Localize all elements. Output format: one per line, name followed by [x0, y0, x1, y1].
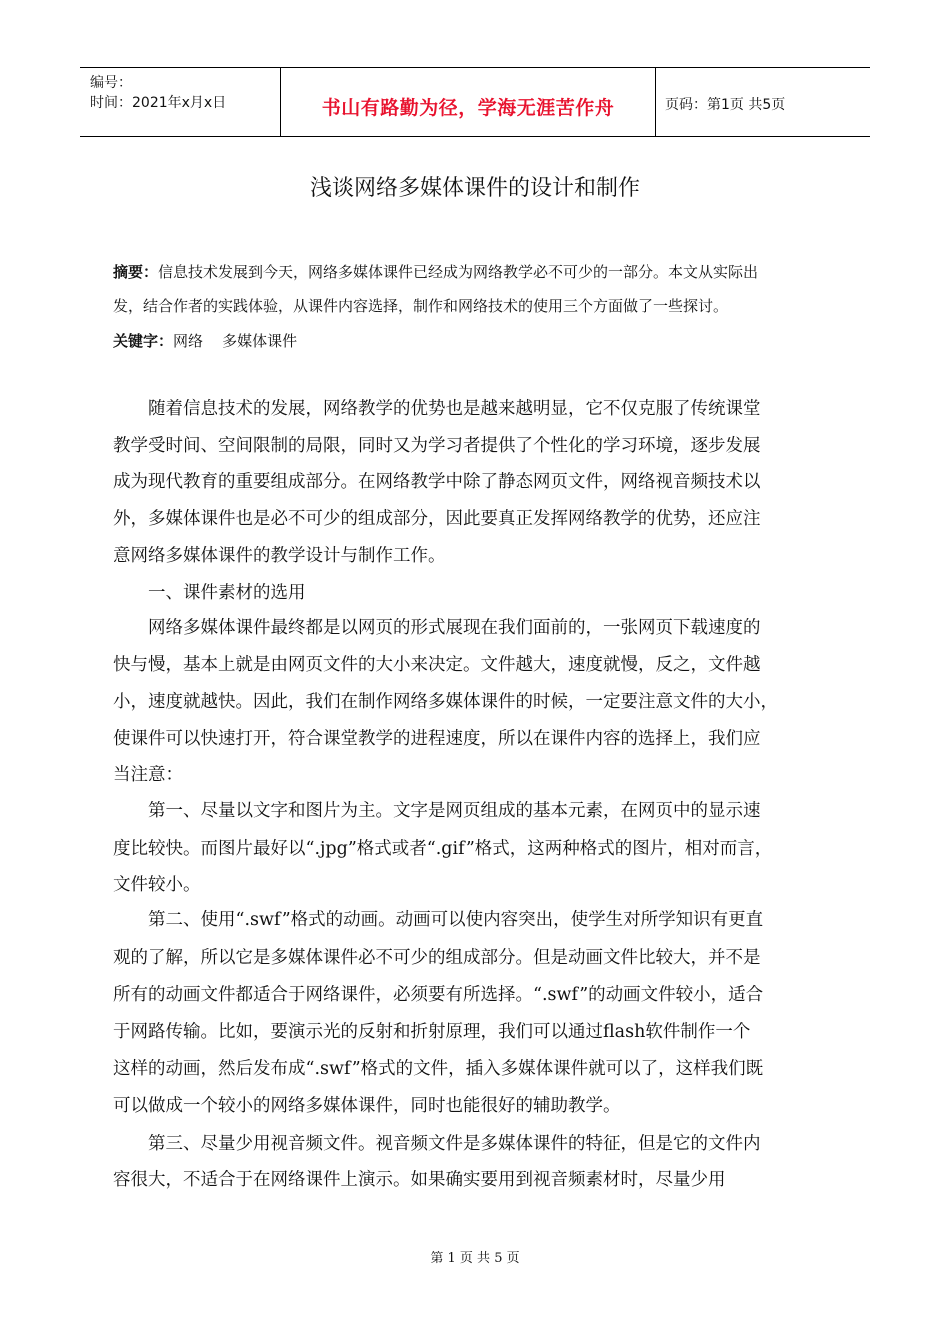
abstract-text-1: 信息技术发展到今天，网络多媒体课件已经成为网络教学必不可少的一部分。本文从实际出 — [158, 263, 759, 281]
header-table — [80, 67, 870, 137]
keywords-label: 关键字： — [113, 332, 174, 350]
keywords-line — [113, 331, 297, 351]
body-line: 快与慢，基本上就是由网页文件的大小来决定。文件越大，速度就慢，反之，文件越 — [113, 655, 761, 675]
abstract-line-2: 发，结合作者的实践体验，从课件内容选择，制作和网络技术的使用三个方面做了一些探讨。 — [113, 297, 729, 315]
body-line: 容很大，不适合于在网络课件上演示。如果确实要用到视音频素材时，尽量少用 — [113, 1170, 726, 1190]
body-line: 教学受时间、空间限制的局限，同时又为学习者提供了个性化的学习环境，逐步发展 — [113, 436, 761, 456]
page-title: 浅谈网络多媒体课件的设计和制作 — [309, 176, 640, 201]
body-line: 第三、尽量少用视音频文件。视音频文件是多媒体课件的特征，但是它的文件内 — [113, 1134, 761, 1154]
number-label: 编号： — [90, 75, 132, 91]
body-line: 当注意： — [113, 765, 183, 785]
body-line: 成为现代教育的重要组成部分。在网络教学中除了静态网页文件，网络视音频技术以 — [113, 472, 761, 492]
abstract-line-1 — [113, 262, 758, 282]
body-line: 可以做成一个较小的网络多媒体课件，同时也能很好的辅助教学。 — [113, 1096, 621, 1116]
header-meta-cell — [80, 68, 280, 136]
date-label: 时间：2021年x月x日 — [90, 95, 227, 111]
header-motto-cell — [280, 68, 656, 136]
body-line: 使课件可以快速打开，符合课堂教学的进程速度，所以在课件内容的选择上，我们应 — [113, 729, 761, 749]
body-line: 第一、尽量以文字和图片为主。文字是网页组成的基本元素，在网页中的显示速 — [113, 801, 761, 821]
body-line: 第二、使用“.swf”格式的动画。动画可以使内容突出，使学生对所学知识有更直 — [113, 910, 764, 930]
body-line: 度比较快。而图片最好以“.jpg”格式或者“.gif”格式，这两种格式的图片，相对而言， — [113, 839, 773, 859]
keywords-value: 网络 多媒体课件 — [173, 332, 298, 350]
page-footer: 第 1 页 共 5 页 — [430, 1251, 520, 1266]
body-line: 观的了解，所以它是多媒体课件必不可少的组成部分。但是动画文件比较大，并不是 — [113, 948, 761, 968]
body-line: 网络多媒体课件最终都是以网页的形式展现在我们面前的，一张网页下载速度的 — [113, 618, 761, 638]
body-line: 所有的动画文件都适合于网络课件，必须要有所选择。“.swf”的动画文件较小，适合 — [113, 985, 764, 1005]
body-line: 意网络多媒体课件的教学设计与制作工作。 — [113, 546, 446, 566]
body-line: 外，多媒体课件也是必不可少的组成部分，因此要真正发挥网络教学的优势，还应注 — [113, 509, 761, 529]
body-line: 一、课件素材的选用 — [113, 583, 306, 603]
motto: 书山有路勤为径，学海无涯苦作舟 — [321, 97, 615, 119]
abstract-label: 摘要： — [113, 263, 159, 281]
page-info: 页码：第1页 共5页 — [665, 97, 786, 113]
header-page-cell — [655, 68, 870, 136]
body-line: 于网路传输。比如，要演示光的反射和折射原理，我们可以通过flash软件制作一个 — [113, 1022, 751, 1042]
body-line: 小，速度就越快。因此，我们在制作网络多媒体课件的时候，一定要注意文件的大小， — [113, 692, 778, 712]
body-line: 文件较小。 — [113, 875, 201, 895]
body-line: 这样的动画，然后发布成“.swf”格式的文件，插入多媒体课件就可以了，这样我们既 — [113, 1059, 764, 1079]
body-line: 随着信息技术的发展，网络教学的优势也是越来越明显，它不仅克服了传统课堂 — [113, 399, 761, 419]
